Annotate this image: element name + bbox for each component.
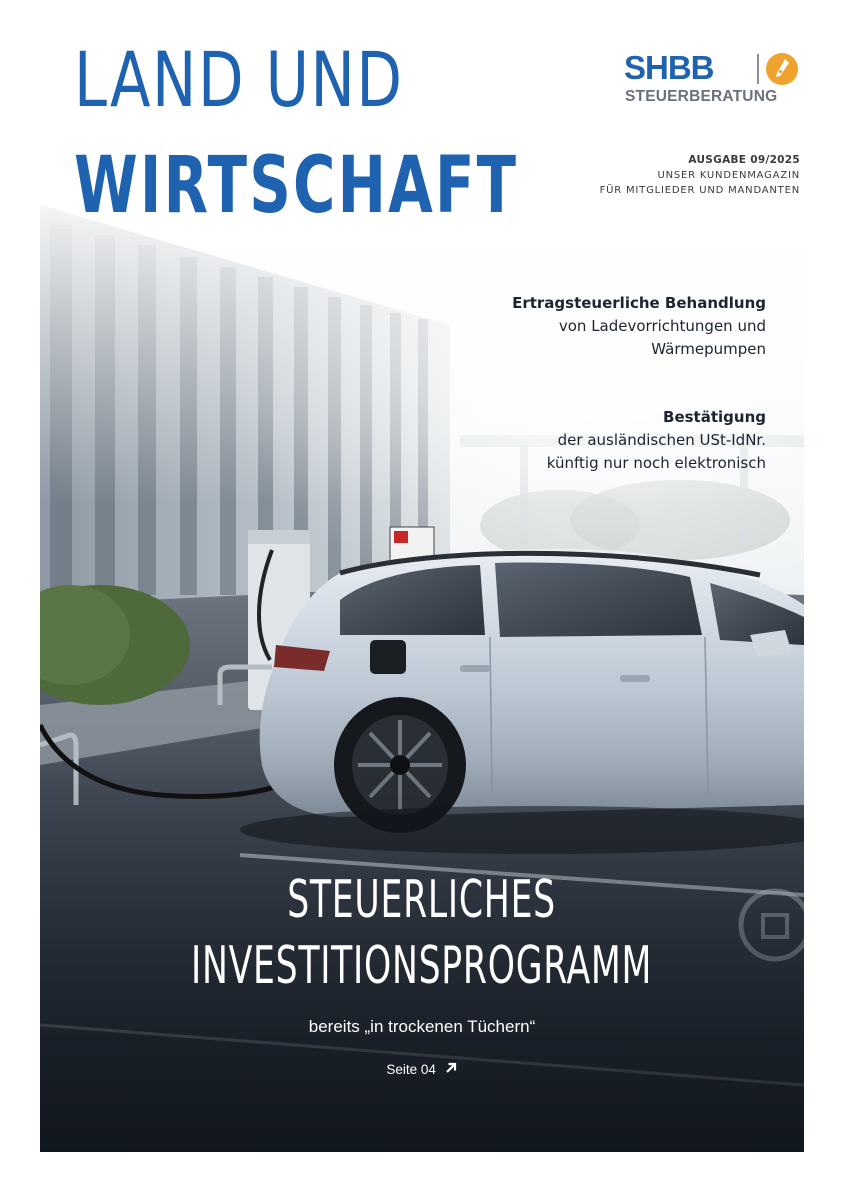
- page-link-label: Seite 04: [386, 1062, 436, 1077]
- teaser-title: Ertragsteuerliche Behandlung: [512, 294, 766, 312]
- logo-subline: STEUERBERATUNG: [625, 88, 778, 105]
- cover-headline-line1: [40, 870, 804, 930]
- issue-magazine-line: UNSER KUNDENMAGAZIN: [657, 170, 800, 181]
- teaser-title: Bestätigung: [663, 408, 766, 426]
- shbb-logo: [624, 50, 804, 110]
- issue-edition: AUSGABE 09/2025: [688, 154, 800, 166]
- headline-text: STEUERLICHES: [287, 870, 557, 930]
- arrow-up-right-icon: [444, 1061, 458, 1075]
- logo-divider: [757, 54, 759, 84]
- issue-info: [600, 153, 800, 198]
- cover-subtitle: bereits „in trockenen Tüchern“: [308, 1017, 536, 1036]
- teaser-line: der ausländischen USt-IdNr.: [557, 431, 766, 449]
- teaser-line: von Ladevorrichtungen und: [558, 317, 766, 335]
- pen-nib-icon: [765, 52, 799, 86]
- page-link[interactable]: [40, 1060, 804, 1080]
- cover-headline-line2: [40, 936, 804, 996]
- headline-text: INVESTITIONSPROGRAMM: [191, 936, 653, 996]
- teaser-line: Wärmepumpen: [651, 340, 766, 358]
- teaser-ust-idnr[interactable]: [547, 406, 766, 475]
- issue-audience-line: FÜR MITGLIEDER UND MANDANTEN: [599, 185, 800, 196]
- logo-wordmark: SHBB: [624, 49, 714, 86]
- teaser-ladevorrichtungen[interactable]: [512, 292, 766, 361]
- masthead-line1: LAND UND: [74, 35, 404, 124]
- masthead-line2: WIRTSCHAFT: [74, 141, 519, 231]
- teaser-line: künftig nur noch elektronisch: [546, 454, 766, 472]
